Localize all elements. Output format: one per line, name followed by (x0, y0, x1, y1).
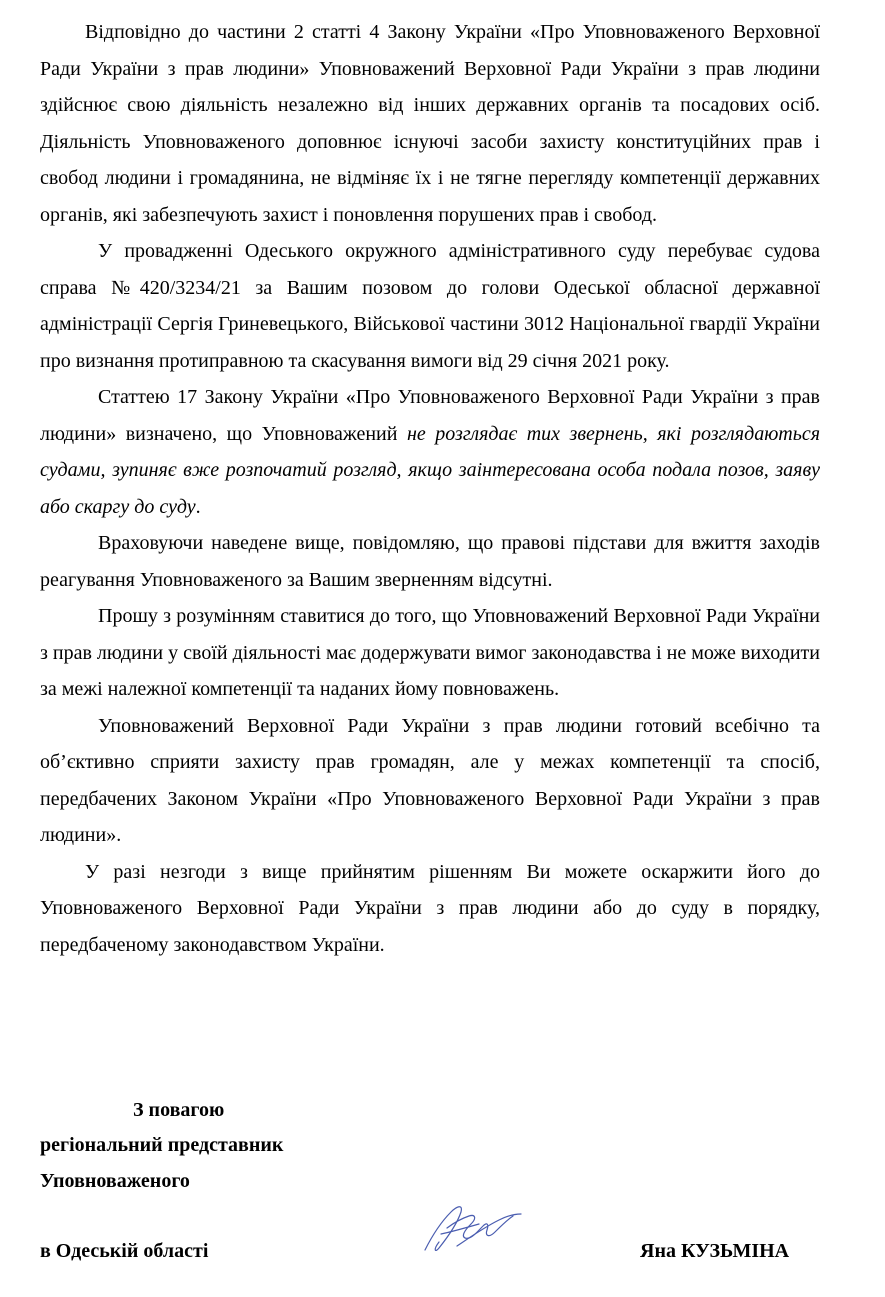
signer-name: Яна КУЗЬМІНА (640, 1240, 790, 1262)
paragraph-7-text: У разі незгоди з вище прийнятим рішенням Ви можете оскаржити його до Уповноваженого Верховної Ради України з прав людини або до суду в порядку, передбаченому законодавством України. (40, 860, 820, 956)
paragraph-3-italic-quote: не розглядає тих звернень, які розглядаються судами, зупиняє вже розпочатий розгляд, якщо заінтересована особа подала позов, заяву або скаргу до суду (40, 422, 821, 518)
signer-title-line-1: регіональний представник (40, 1134, 284, 1156)
paragraph-2 (40, 233, 820, 379)
paragraph-2-text: У провадженні Одеського окружного адміністративного суду перебуває судова справа №420/3234/21 за Вашим позовом до голови Одеської обласної державної адміністрації Сергія Гриневецького, Військової частини 3012 Національної гвардії України про визнання протиправною та скасування вимоги від 29 січня 2021 року. (40, 240, 820, 372)
paragraph-3-text-a: Статтею 17 Закону України «Про Уповноваженого Верховної Ради України з прав людини» визначено, що Уповноважений (40, 386, 820, 445)
handwritten-signature-icon (417, 1198, 527, 1258)
paragraph-4-text: Враховуючи наведене вище, повідомляю, що правові підстави для вжиття заходів реагування Уповноваженого за Вашим зверненням відсутні. (40, 532, 820, 591)
signer-title-line-3: в Одеській області (40, 1240, 209, 1262)
paragraph-6 (40, 708, 820, 854)
paragraph-1 (40, 14, 820, 233)
paragraph-5-text: Прошу з розумінням ставитися до того, що Уповноважений Верховної Ради України з прав людини у своїй діяльності має додержувати вимог законодавства і не може виходити за межі належної компетенції та наданих йому повноважень. (40, 605, 820, 700)
letter-body (40, 14, 820, 963)
paragraph-6-text: Уповноважений Верховної Ради України з прав людини готовий всебічно та об’єктивно сприяти захисту прав громадян, але у межах компетенції та спосіб, передбачених Законом України «Про Уповноваженого Верховної Ради України з прав людини». (40, 714, 820, 846)
paragraph-3 (40, 379, 820, 525)
paragraph-1-text: Відповідно до частини 2 статті 4 Закону України «Про Уповноваженого Верховної Ради України з прав людини» Уповноважений Верховної Ради України з прав людини здійснює свою діяльність незалежно від інших державних органів та посадових осіб. Діяльність Уповноваженого доповнює існуючі засоби захисту конституційних прав і свобод людини і громадянина, не відміняє їх і не тягне перегляду компетенції державних органів, які забезпечують захист і поновлення порушених прав і свобод. (40, 21, 820, 226)
paragraph-4 (40, 525, 820, 598)
signature-drawing (417, 1198, 527, 1258)
paragraph-3-text-b: . (195, 495, 201, 518)
signer-title-line-2: Уповноваженого (40, 1170, 190, 1192)
closing-regards: З повагою (133, 1099, 225, 1121)
paragraph-5 (40, 598, 820, 708)
paragraph-7 (40, 854, 820, 964)
